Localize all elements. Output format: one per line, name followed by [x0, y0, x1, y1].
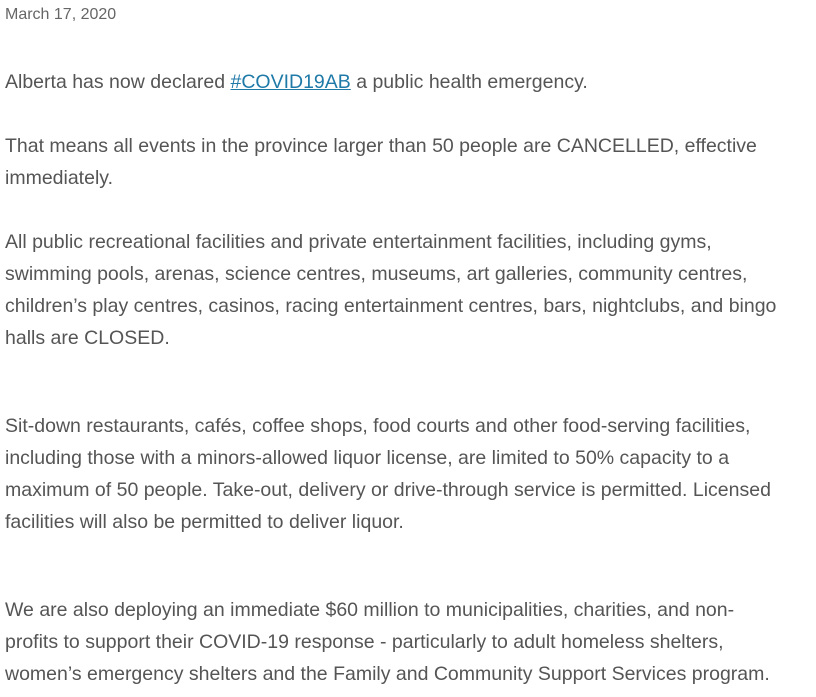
- text-segment: a public health emergency.: [350, 71, 588, 93]
- text-segment: Alberta has now declared: [5, 71, 231, 93]
- paragraph-events-cancelled: [5, 130, 757, 194]
- paragraph-line: facilities will also be permitted to deliver liquor.: [5, 511, 404, 533]
- hashtag-link-covid19ab[interactable]: #COVID19AB: [230, 71, 351, 93]
- post-date: March 17, 2020: [5, 6, 117, 23]
- paragraph-line: women’s emergency shelters and the Family and Community Support Services program.: [5, 663, 770, 685]
- paragraph-line: Sit-down restaurants, cafés, coffee shops, food courts and other food-serving facilities,: [5, 415, 751, 437]
- paragraph-restaurants-limited: [5, 410, 771, 538]
- paragraph-emergency-declaration: [5, 66, 588, 98]
- paragraph-line: halls are CLOSED.: [5, 327, 170, 349]
- paragraph-facilities-closed: [5, 226, 776, 354]
- paragraph-line: All public recreational facilities and private entertainment facilities, including gyms,: [5, 231, 712, 253]
- paragraph-line: We are also deploying an immediate $60 million to municipalities, charities, and non-: [5, 599, 735, 621]
- paragraph-line: including those with a minors-allowed liquor license, are limited to 50% capacity to a: [5, 447, 730, 469]
- paragraph-line: children’s play centres, casinos, racing entertainment centres, bars, nightclubs, and bingo: [5, 295, 777, 317]
- paragraph-line: That means all events in the province larger than 50 people are CANCELLED, effective: [5, 135, 757, 157]
- paragraph-funding: [5, 594, 770, 690]
- paragraph-line: immediately.: [5, 167, 114, 189]
- paragraph-line: profits to support their COVID-19 response - particularly to adult homeless shelters,: [5, 631, 724, 653]
- paragraph-line: maximum of 50 people. Take-out, delivery or drive-through service is permitted. Licensed: [5, 479, 771, 501]
- paragraph-line: swimming pools, arenas, science centres, museums, art galleries, community centres,: [5, 263, 748, 285]
- paragraph-line: [5, 66, 588, 98]
